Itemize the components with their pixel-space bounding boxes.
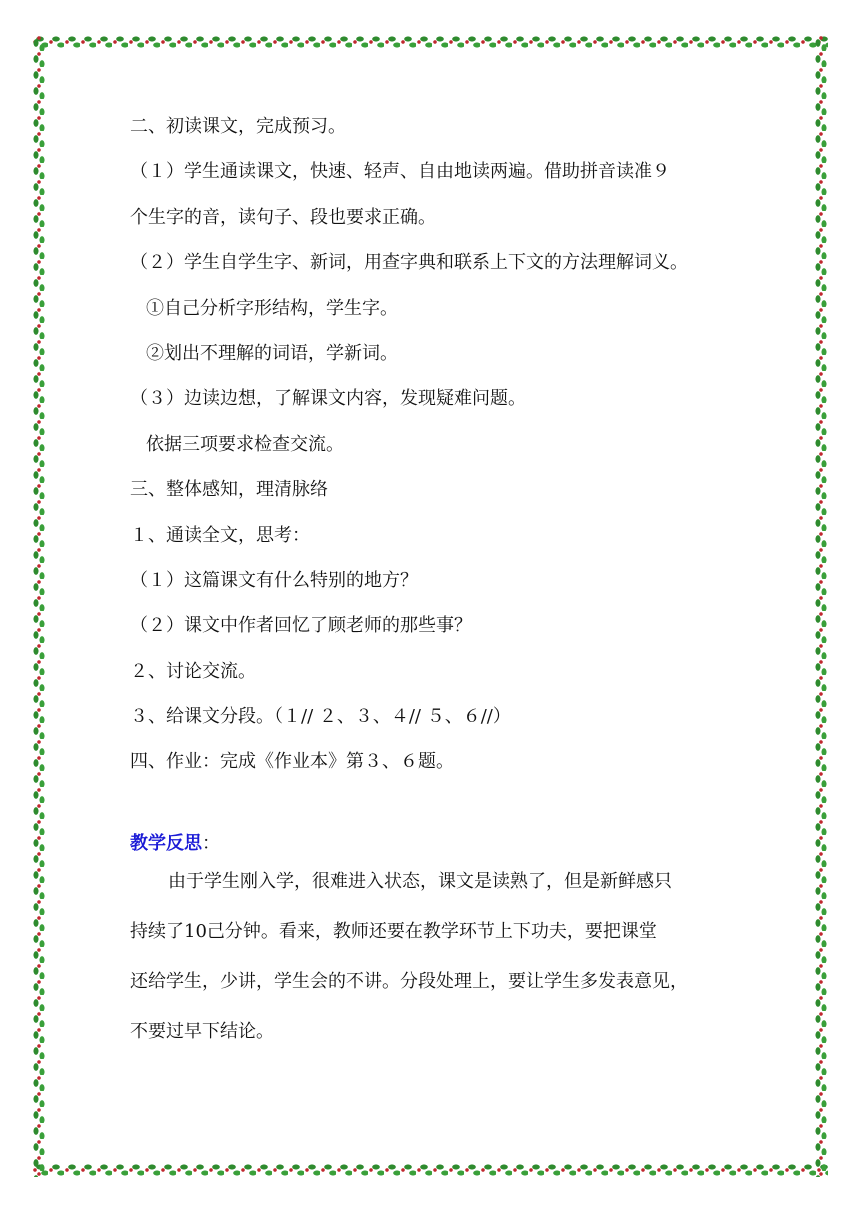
reflection-title: 教学反思 xyxy=(130,832,202,854)
spacer xyxy=(130,793,740,829)
decorative-border-right xyxy=(814,35,828,1177)
decorative-border-bottom xyxy=(32,1163,828,1177)
text-line: ②划出不理解的词语，学新词。 xyxy=(146,342,398,364)
document-body xyxy=(130,112,740,1067)
section-heading-preview: 二、初读课文，完成预习。 xyxy=(130,116,346,137)
text-line: ①自己分析字形结构，学生字。 xyxy=(146,297,398,319)
text-line: （１）这篇课文有什么特别的地方？ xyxy=(130,569,418,591)
decorative-border-top xyxy=(32,35,828,49)
section-heading-overview: 三、整体感知，理清脉络 xyxy=(130,479,328,501)
text-line: （３）边读边想，了解课文内容，发现疑难问题。 xyxy=(130,388,526,410)
text-line: 个生字的音，读句子、段也要求正确。 xyxy=(130,206,436,228)
text-line: ３、给课文分段。（１// ２、３、４// ５、６//） xyxy=(130,706,511,728)
decorative-border-left xyxy=(32,35,46,1177)
reflection-line: 还给学生，少讲，学生会的不讲。分段处理上，要让学生多发表意见， xyxy=(130,970,688,992)
text-line: （１）学生通读课文，快速、轻声、自由地读两遍。借助拼音读准９ xyxy=(130,161,670,183)
text-line: （２）学生自学生字、新词，用查字典和联系上下文的方法理解词义。 xyxy=(130,252,688,274)
text-line: ２、讨论交流。 xyxy=(130,660,256,682)
text-line: （２）课文中作者回忆了顾老师的那些事？ xyxy=(130,615,472,637)
reflection-line: 不要过早下结论。 xyxy=(130,1020,274,1042)
reflection-colon: ： xyxy=(202,832,220,854)
reflection-line: 由于学生刚入学，很难进入状态，课文是读熟了，但是新鲜感只 xyxy=(168,870,672,892)
section-heading-homework: 四、作业：完成《作业本》第３、６题。 xyxy=(130,751,454,773)
reflection-line: 持续了10己分钟。看来，教师还要在教学环节上下功夫，要把课堂 xyxy=(130,920,657,942)
reflection-heading xyxy=(130,829,740,867)
text-line: １、通读全文，思考： xyxy=(130,524,310,546)
text-line: 依据三项要求检查交流。 xyxy=(146,433,344,455)
